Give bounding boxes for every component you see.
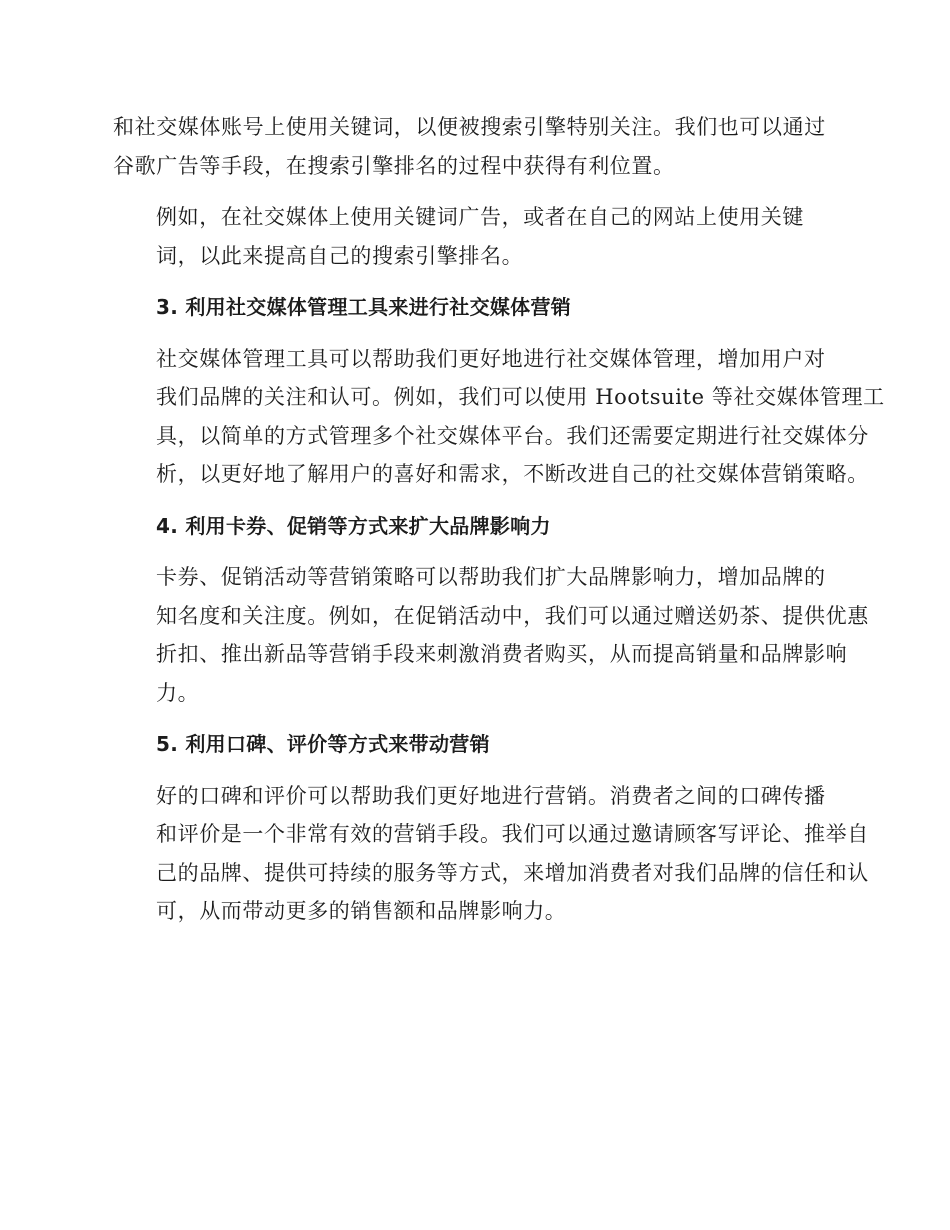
paragraph-social-media-tools bbox=[113, 340, 885, 494]
text-line: 和评价是一个非常有效的营销手段。我们可以通过邀请顾客写评论、推举自 bbox=[156, 822, 869, 846]
text-line: 折扣、推出新品等营销手段来刺激消费者购买，从而提高销量和品牌影响 bbox=[156, 642, 848, 666]
text-line: 例如，在社交媒体上使用关键词广告，或者在自己的网站上使用关键 bbox=[156, 205, 804, 229]
text-line: 谷歌广告等手段，在搜索引擎排名的过程中获得有利位置。 bbox=[113, 153, 675, 178]
text-line: 词，以此来提高自己的搜索引擎排名。 bbox=[156, 243, 524, 268]
paragraph-word-of-mouth bbox=[113, 777, 869, 931]
section-heading-3: 3. 利用社交媒体管理工具来进行社交媒体营销 bbox=[156, 295, 572, 319]
text-line: 知名度和关注度。例如，在促销活动中，我们可以通过赠送奶茶、提供优惠 bbox=[156, 603, 869, 628]
text-line: 和社交媒体账号上使用关键词，以便被搜索引擎特别关注。我们也可以通过 bbox=[113, 115, 826, 139]
paragraph-keywords-continued bbox=[113, 108, 835, 185]
text-line: 己的品牌、提供可持续的服务等方式，来增加消费者对我们品牌的信任和认 bbox=[156, 860, 869, 885]
text-line: 卡券、促销活动等营销策略可以帮助我们扩大品牌影响力，增加品牌的 bbox=[156, 565, 826, 589]
paragraph-coupons-promotions bbox=[113, 558, 869, 712]
text-line: 力。 bbox=[156, 680, 200, 705]
paragraph-keyword-example bbox=[113, 198, 835, 275]
text-line: 社交媒体管理工具可以帮助我们更好地进行社交媒体管理，增加用户对 bbox=[156, 346, 826, 371]
section-heading-5: 5. 利用口碑、评价等方式来带动营销 bbox=[156, 732, 490, 756]
section-heading-4: 4. 利用卡券、促销等方式来扩大品牌影响力 bbox=[156, 513, 551, 538]
text-line: 具，以简单的方式管理多个社交媒体平台。我们还需要定期进行社交媒体分 bbox=[156, 423, 869, 448]
document-page bbox=[113, 108, 885, 944]
text-line: 我们品牌的关注和认可。例如，我们可以使用 Hootsuite 等社交媒体管理工 bbox=[156, 385, 885, 409]
text-line: 析，以更好地了解用户的喜好和需求，不断改进自己的社交媒体营销策略。 bbox=[156, 462, 869, 486]
text-line: 好的口碑和评价可以帮助我们更好地进行营销。消费者之间的口碑传播 bbox=[156, 783, 826, 808]
text-line: 可，从而带动更多的销售额和品牌影响力。 bbox=[156, 899, 567, 923]
